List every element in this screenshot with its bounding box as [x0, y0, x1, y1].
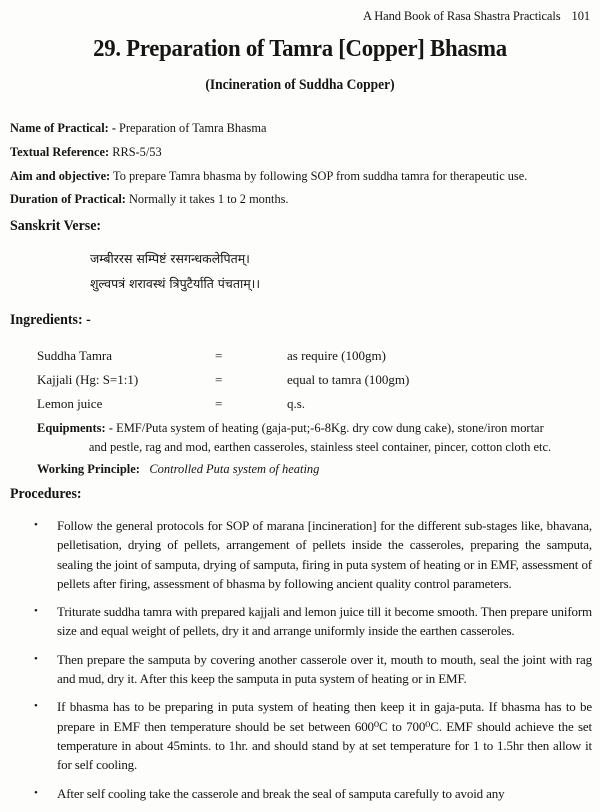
sanskrit-heading: Sanskrit Verse: — [10, 218, 102, 234]
field-value: To prepare Tamra bhasma by following SOP from suddha tamra for therapeutic use. — [110, 168, 528, 183]
equals-sign: = — [215, 348, 223, 363]
sanskrit-verse-line-2: शुल्वपत्रं शरावस्थं त्रिपुटैर्याति पंचताम्।। — [90, 276, 261, 291]
bullet-icon: • — [34, 605, 38, 618]
field-value: Preparation of Tamra Bhasma — [115, 120, 267, 135]
ingredients-heading: Ingredients: - — [10, 312, 91, 328]
procedure-step — [26, 516, 592, 593]
equals-sign: = — [215, 372, 223, 387]
bullet-icon: • — [34, 519, 38, 531]
ingredient-name: Suddha Tamra — [37, 348, 113, 363]
running-header — [363, 9, 590, 24]
chapter-title: 29. Preparation of Tamra [Copper] Bhasma — [93, 35, 507, 62]
field-duration — [10, 191, 289, 207]
procedures-heading: Procedures: — [10, 486, 82, 502]
equipments-text: EMF/Puta system of heating (gaja-put;-6-8Kg. dry cow dung cake), stone/iron mortar — [112, 420, 544, 435]
procedure-step — [26, 650, 592, 689]
field-value: Normally it takes 1 to 2 months. — [125, 191, 289, 206]
working-principle — [37, 459, 575, 478]
procedure-step — [26, 602, 592, 641]
field-label: Name of Practical: - — [10, 120, 116, 135]
procedure-text: After self cooling take the casserole and break the seal of samputa carefully to avoid any — [57, 785, 505, 801]
field-aim-objective — [10, 168, 527, 184]
procedure-text: Then prepare the samputa by covering another casserole over it, mouth to mouth, seal the joint with rag and mud, dry it. After this keep the samputa in puta system of heating or in EMF. — [57, 651, 592, 687]
ingredient-row — [37, 348, 577, 366]
bullet-icon: • — [34, 700, 38, 713]
ingredient-row — [37, 372, 577, 390]
bullet-icon: • — [34, 786, 38, 799]
procedures-list — [26, 516, 592, 812]
equipments-paragraph — [37, 418, 575, 456]
field-label: Aim and objective: — [10, 168, 111, 183]
equals-sign: = — [215, 396, 223, 411]
field-label: Textual Reference: — [10, 144, 110, 159]
equipments-line-2: and pestle, rag and mod, earthen casseroles, stainless steel container, pincer, cotton cloth etc. — [88, 439, 552, 454]
working-principle-value: Controlled Puta system of heating — [149, 461, 320, 476]
procedure-text: If bhasma has to be preparing in puta system of heating then keep it in gaja-puta. If bhasma has to be prepare in EMF then temperature should be set between 600⁰C to 700⁰C. EMF should achieve the set temperature in about 45mints. to 1hr. and should stand by at set temperature for 1 to 1.5hr then allow it for self cooling. — [57, 699, 592, 773]
field-textual-reference — [10, 144, 162, 160]
ingredient-row — [37, 396, 577, 414]
ingredient-quantity: as require (100gm) — [287, 348, 386, 363]
bullet-icon: • — [34, 652, 38, 665]
field-value: RRS-5/53 — [109, 144, 162, 159]
book-title: A Hand Book of Rasa Shastra Practicals — [362, 9, 561, 23]
working-principle-label: Working Principle: — [37, 461, 140, 476]
ingredient-quantity: equal to tamra (100gm) — [287, 372, 410, 387]
field-label: Duration of Practical: — [10, 191, 126, 206]
procedure-text: Triturate suddha tamra with prepared kajjali and lemon juice till it become smooth. Then prepare uniform size and equal weight of pellets, dry it and arrange uniformly inside the earthen casseroles. — [57, 604, 592, 639]
equipments-label: Equipments: - — [37, 420, 113, 435]
ingredient-quantity: q.s. — [287, 396, 306, 411]
procedure-step — [26, 697, 592, 774]
equipments-line-1 — [37, 420, 544, 435]
ingredient-name: Kajjali (Hg: S=1:1) — [37, 372, 139, 387]
chapter-subtitle: (Incineration of Suddha Copper) — [205, 77, 395, 93]
sanskrit-verse-line-1: जम्बीररस सम्पिष्टं रसगन्धकलेपितम्। — [90, 251, 250, 266]
field-name-of-practical — [10, 120, 266, 136]
procedure-text: Follow the general protocols for SOP of marana [incineration] for the different sub-stages like, bhavana, pelletisation, drying of pellets, arrangement of pellets inside the casseroles, preparing the samputa, sealing the joint of samputa, drying of samputa, firing in puta system of heating or in EMF, assessment of pellets after firing, assessment of bhasma by following ancient quality control parameters. — [57, 518, 592, 591]
page-number: 101 — [571, 9, 590, 23]
ingredient-name: Lemon juice — [37, 396, 103, 411]
procedure-step — [26, 784, 592, 803]
